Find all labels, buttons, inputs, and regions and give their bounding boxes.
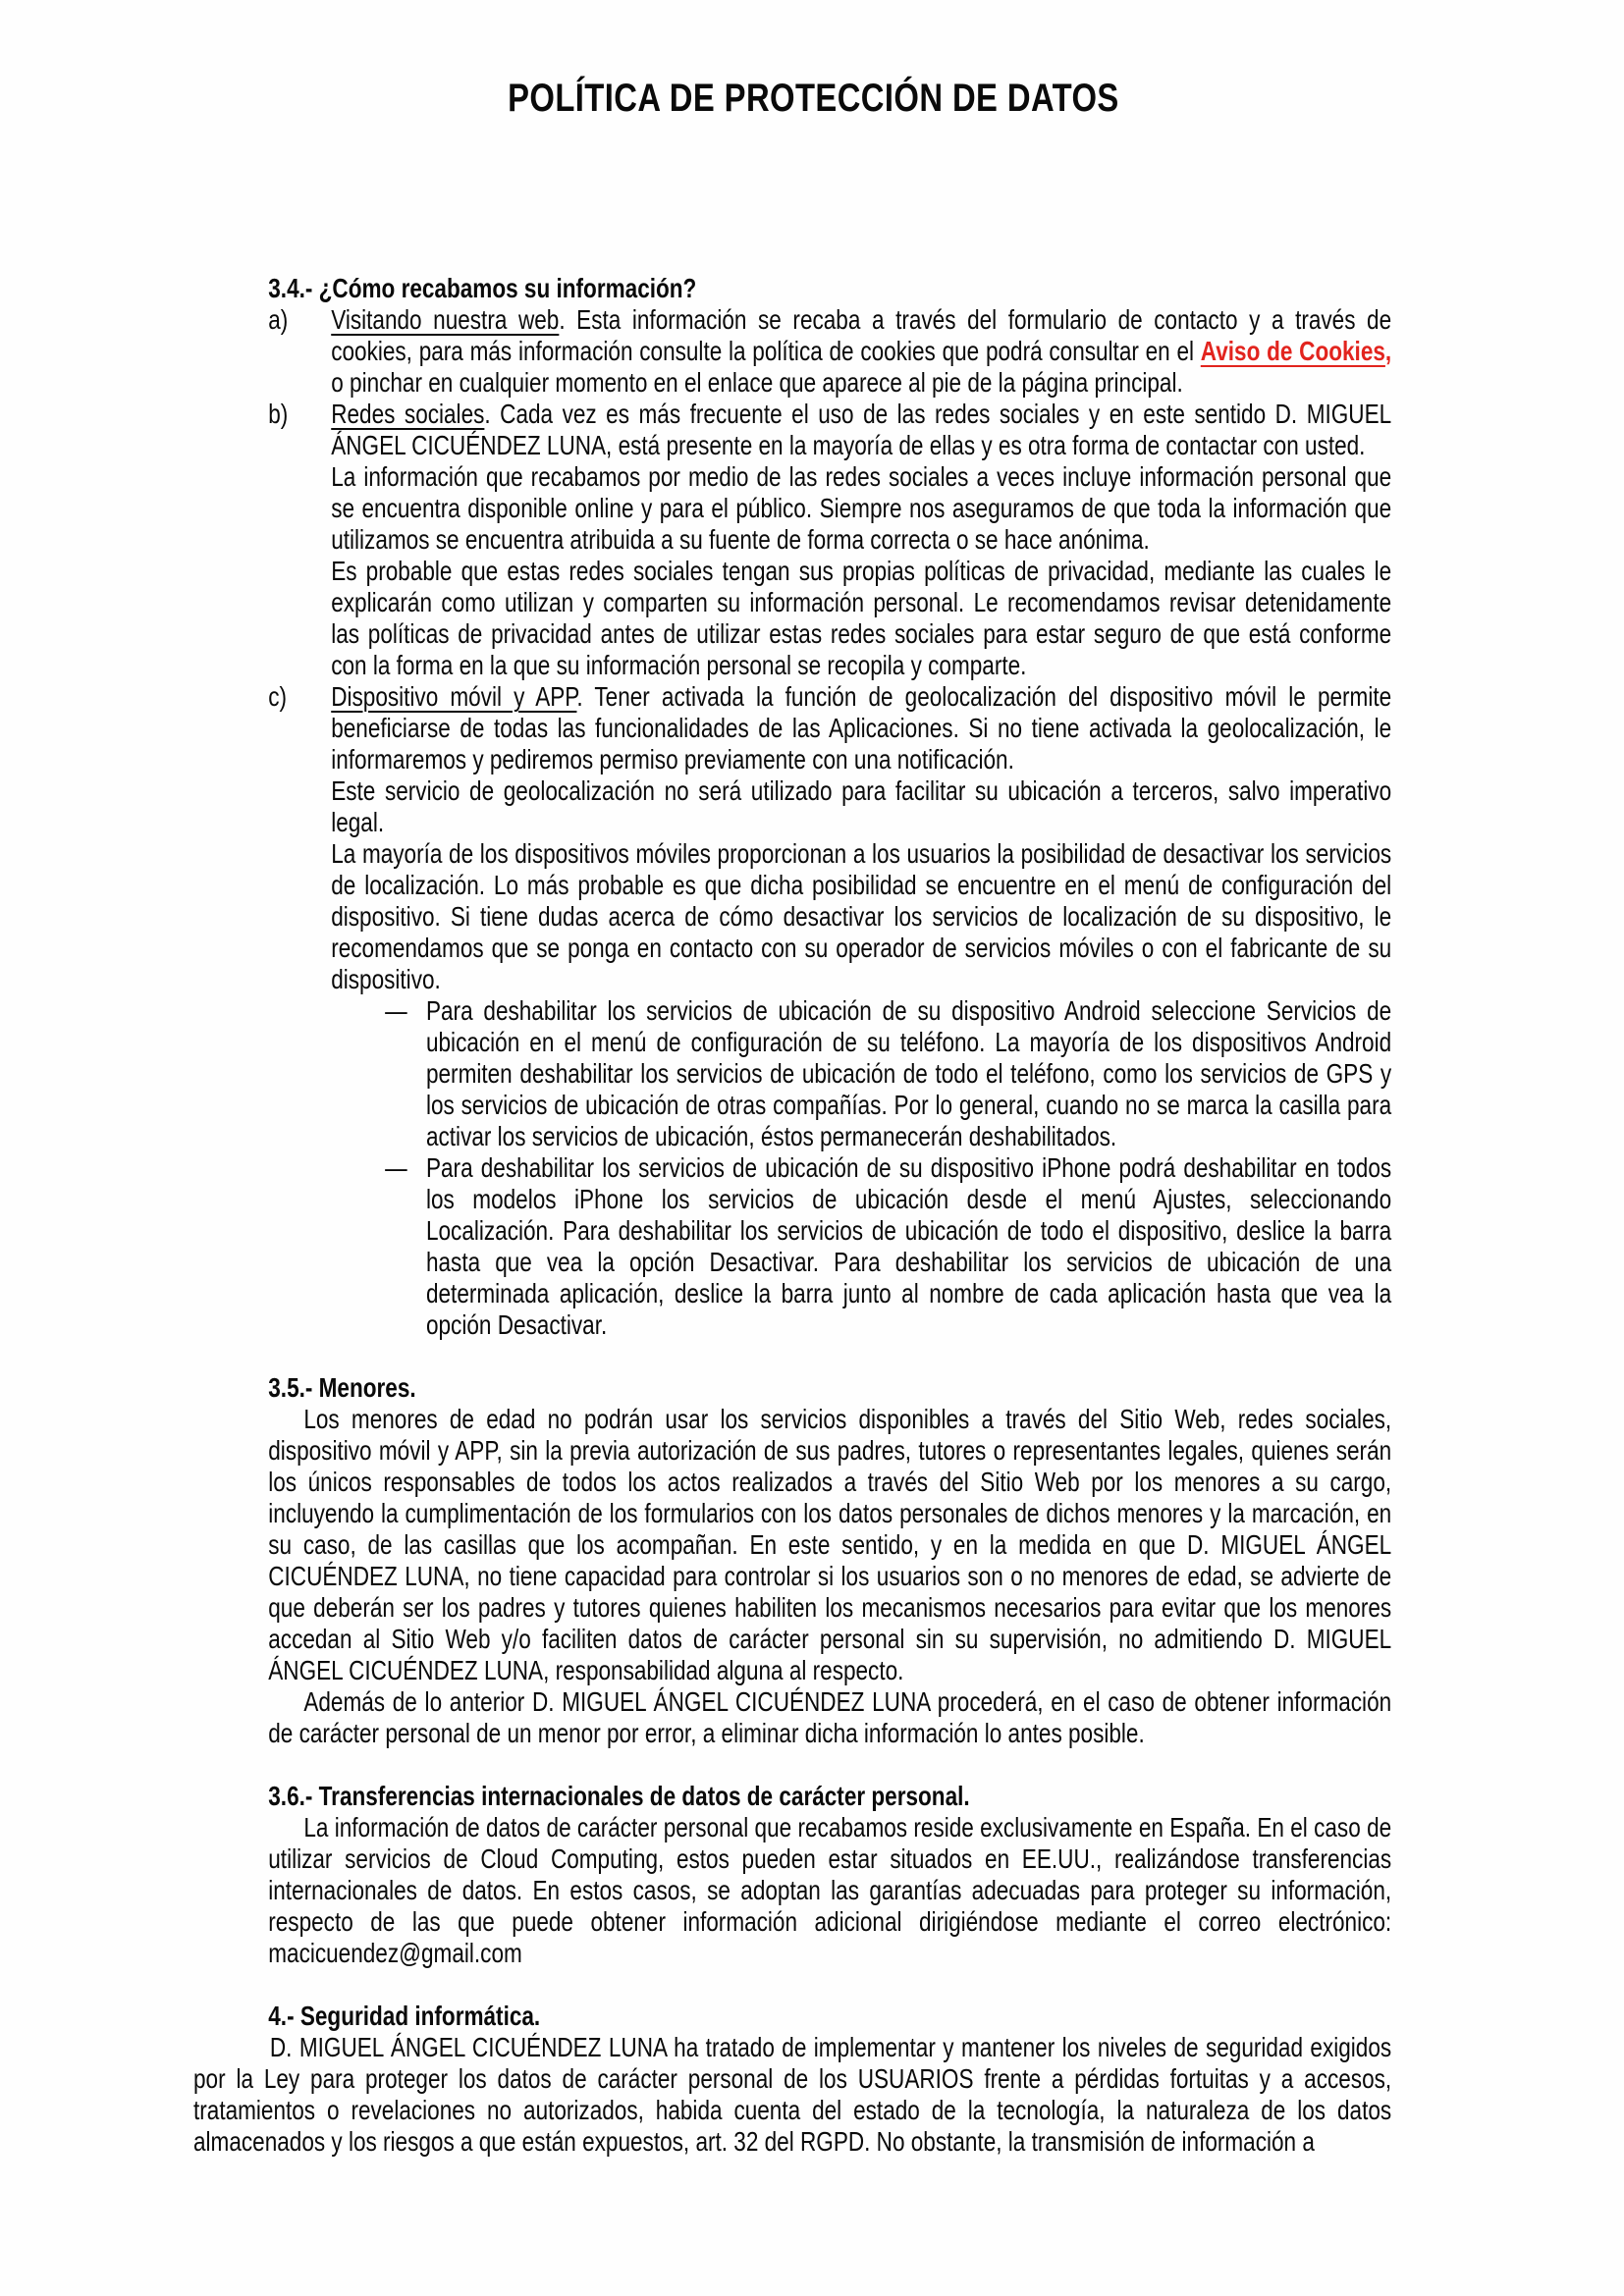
document-body xyxy=(193,0,1391,2158)
list-item-c-text: . Tener activada la función de geolocalización del dispositivo móvil le permite beneficiarse de todas las funcionalidades de las Aplicaciones. Si no tiene activada la geolocalización, le informaremos y pediremos permiso previamente con una notificación. xyxy=(331,681,1392,774)
dash-item-iphone xyxy=(268,1152,1391,1341)
dash-item-android-text: Para deshabilitar los servicios de ubicación de su dispositivo Android seleccione Servicios de ubicación en el menú de configuración de su teléfono. La mayoría de los dispositivos Android permiten deshabilitar los servicios de ubicación de todo el teléfono, como los servicios de GPS y los servicios de ubicación de otras compañías. Por lo general, cuando no se marca la casilla para activar los servicios de ubicación, éstos permanecerán deshabilitados. xyxy=(425,995,1392,1151)
dash-icon: — xyxy=(385,1152,407,1183)
section-heading-3-4: 3.4.- ¿Cómo recabamos su información? xyxy=(268,273,697,303)
contact-email: macicuendez@gmail.com xyxy=(268,1938,522,1968)
aviso-de-cookies-link[interactable]: Aviso de Cookies xyxy=(1200,336,1385,366)
section-heading-3-5: 3.5.- Menores. xyxy=(268,1372,416,1403)
list-item-b-text: . Cada vez es más frecuente el uso de las redes sociales y en este sentido D. MIGUEL ÁNGEL CICUÉNDEZ LUNA, está presente en la mayoría de ellas y es otra forma de contactar con usted. xyxy=(331,399,1392,460)
list-item-c-lead: Dispositivo móvil y APP xyxy=(331,681,577,712)
paragraph-social-info: La información que recabamos por medio de las redes sociales a veces incluye información personal que se encuentra disponible online y para el público. Siempre nos aseguramos de que toda la información que utilizamos se encuentra atribuida a su fuente de forma correcta o se hace anónima. xyxy=(331,461,1392,555)
section-heading-4: 4.- Seguridad informática. xyxy=(268,2001,541,2031)
list-item-c-marker: c) xyxy=(268,681,288,712)
list-item-b xyxy=(268,399,1391,461)
section-heading-3-6: 3.6.- Transferencias internacionales de datos de carácter personal. xyxy=(268,1781,970,1811)
list-item-a-text-after-link: o pinchar en cualquier momento en el enlace que aparece al pie de la página principal. xyxy=(331,367,1183,398)
paragraph-security: D. MIGUEL ÁNGEL CICUÉNDEZ LUNA ha tratado de implementar y mantener los niveles de seguridad exigidos por la Ley para proteger los datos de carácter personal de los USUARIOS frente a pérdidas fortuitas y a accesos, tratamientos o revelaciones no autorizados, habida cuenta del estado de la tecnología, la naturaleza de los datos almacenados y los riesgos a que están expuestos, art. 32 del RGPD. No obstante, la transmisión de información a xyxy=(193,2032,1392,2157)
list-item-b-lead: Redes sociales xyxy=(331,399,485,429)
page-title: POLÍTICA DE PROTECCIÓN DE DATOS xyxy=(508,77,1119,120)
list-item-c xyxy=(268,681,1391,775)
list-item-a-text-before-link: . Esta información se recaba a través del formulario de contacto y a través de cookies, para más información consulte la política de cookies que podrá consultar en el xyxy=(331,304,1392,366)
list-item-a-lead: Visitando nuestra web xyxy=(331,304,560,335)
paragraph-minors-1: Los menores de edad no podrán usar los servicios disponibles a través del Sitio Web, redes sociales, dispositivo móvil y APP, sin la previa autorización de sus padres, tutores o representantes legales, quienes serán los únicos responsables de todos los actos realizados a través del Sitio Web por los menores a su cargo, incluyendo la cumplimentación de los formularios con los datos personales de dichos menores y la marcación, en su caso, de las casillas que los acompañan. En este sentido, y en la medida en que D. MIGUEL ÁNGEL CICUÉNDEZ LUNA, no tiene capacidad para controlar si los usuarios son o no menores de edad, se advierte de que deberán ser los padres y tutores quienes habiliten los mecanismos necesarios para evitar que los menores accedan al Sitio Web y/o faciliten datos de carácter personal sin su supervisión, no admitiendo D. MIGUEL ÁNGEL CICUÉNDEZ LUNA, responsabilidad alguna al respecto. xyxy=(268,1404,1392,1685)
list-item-b-marker: b) xyxy=(268,399,289,429)
paragraph-minors-2: Además de lo anterior D. MIGUEL ÁNGEL CICUÉNDEZ LUNA procederá, en el caso de obtener información de carácter personal de un menor por error, a eliminar dicha información lo antes posible. xyxy=(268,1686,1392,1748)
aviso-de-cookies-comma: , xyxy=(1384,336,1392,366)
dash-item-android xyxy=(268,995,1391,1152)
list-item-a xyxy=(268,304,1391,399)
paragraph-geolocation-legal: Este servicio de geolocalización no será utilizado para facilitar su ubicación a terceros, salvo imperativo legal. xyxy=(331,775,1392,837)
paragraph-location-settings: La mayoría de los dispositivos móviles proporcionan a los usuarios la posibilidad de desactivar los servicios de localización. Lo más probable es que dicha posibilidad se encuentre en el menú de configuración del dispositivo. Si tiene dudas acerca de cómo desactivar los servicios de localización de su dispositivo, le recomendamos que se ponga en contacto con su operador de servicios móviles o con el fabricante de su dispositivo. xyxy=(331,838,1392,994)
section-3-block xyxy=(268,273,1391,1969)
dash-icon: — xyxy=(385,995,407,1026)
dash-item-iphone-text: Para deshabilitar los servicios de ubicación de su dispositivo iPhone podrá deshabilitar en todos los modelos iPhone los servicios de ubicación desde el menú Ajustes, seleccionando Localización. Para deshabilitar los servicios de ubicación de todo el dispositivo, deslice la barra hasta que vea la opción Desactivar. Para deshabilitar los servicios de ubicación de una determinada aplicación, deslice la barra junto al nombre de cada aplicación hasta que vea la opción Desactivar. xyxy=(425,1152,1392,1340)
list-item-a-marker: a) xyxy=(268,304,289,335)
paragraph-social-privacy: Es probable que estas redes sociales tengan sus propias políticas de privacidad, mediante las cuales le explicarán como utilizan y comparten su información personal. Le recomendamos revisar detenidamente las políticas de privacidad antes de utilizar estas redes sociales para estar seguro de que está conforme con la forma en la que su información personal se recopila y comparte. xyxy=(331,556,1392,680)
paragraph-transfers: La información de datos de carácter personal que recabamos reside exclusivamente en España. En el caso de utilizar servicios de Cloud Computing, estos pueden estar situados en EE.UU., realizándose transferencias internacionales de datos. En estos casos, se adoptan las garantías adecuadas para proteger su información, respecto de las que puede obtener información adicional dirigiéndose mediante el correo electrónico: xyxy=(268,1812,1392,1937)
